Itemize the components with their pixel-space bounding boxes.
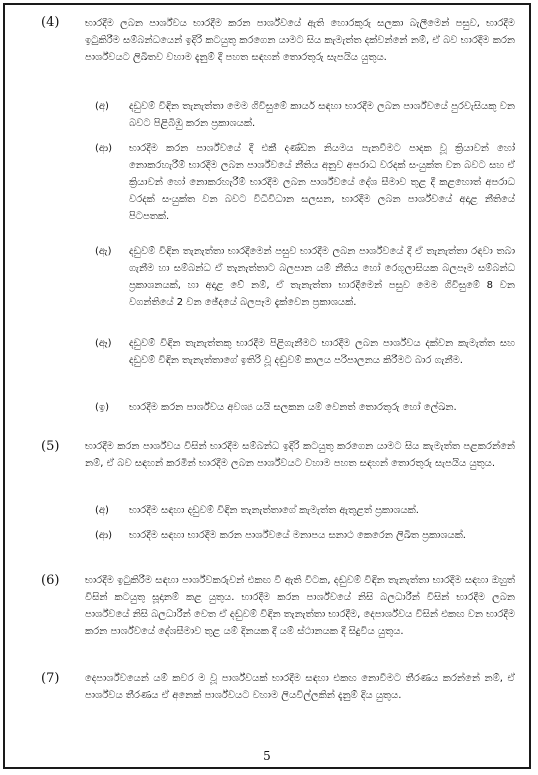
page-number: 5 [263,749,271,763]
document-page [3,3,531,769]
paragraph: භාරදීම ලබන පාර්ශ්වය භාරදීම කරන පාර්ශ්වයේ ඇති හොරකුරු සලකා බැලීමෙන් පසුව, භාරදීම ඉටුකිරීම සම්බන්ධයෙන් ඉදිරි කටයුතු කරගෙන යාමට සිය කැමැත්ත දක්වන්නේ නම්, ඒ බව භාරදීම කරන පාර්ශ්වයට ලිඛිතව වහාම දැනුම් දී පහත සඳහන් තොරතුරු සැපයිය යුතුය. [85,18,515,63]
sub-paragraph: භාරදීම කරන පාර්ශ්වයේ දී එකී දණ්ඩන නියමය පැනවීමට පාදක වූ ක්‍රියාවන් හෝ නොකරහැරීම් භාරදීම ලබන පාර්ශ්වයේ නීතිය අනුව අපරාධ වරදක් සංයුක්ත වන බවට සහ ඒ ක්‍රියාවන් හෝ නොකරහැරීම් භාරදීම ලබන පාර්ශ්වයේ දේශ සීමාව තුළ දී කළහොත් අපරාධ වරදක් සංයුක්ත වන බවට විධිවිධාන සලසන, භාරදීම ලබන පාර්ශ්වයේ අදාළ නීතියේ පිටපතක්. [129,143,515,222]
sub-item-label: (ආ) [95,143,113,154]
sub-paragraph: භාරදීම සඳහා භාරදීම කරන පාර්ශ්වයේ මනාපය සනාථ කෙරෙන ලිඛිත ප්‍රකාශයක්. [129,530,466,541]
item-number: (7) [41,671,60,686]
item-number: (4) [41,15,60,30]
sub-item-label: (ඇ) [95,246,112,257]
sub-paragraph: භාරදීම සඳහා දඩුවම් විඳින තැනැත්තාගේ කැමැත්ත ඇතුළත් ප්‍රකාශයක්. [129,505,419,516]
sub-item-label: (ඉ) [95,402,110,413]
sub-item-label: (අ) [95,505,109,516]
item-number: (5) [41,439,60,454]
paragraph: භාරදීම කරන පාර්ශ්වය විසින් භාරදීම සම්බන්ධ ඉදිරි කටයුතු කරගෙන යාමට සිය කැමැත්ත පළකරන්නේ නම්, ඒ බව සඳහන් කරමින් භාරදීම ලබන පාර්ශ්වයට වහාම පහත සඳහන් තොරතුරු සැපයිය යුතුය. [85,441,515,469]
sub-paragraph: දඩුවම් විඳින තැනැත්තා භාරදීමෙන් පසුව භාරදීම ලබන පාර්ශ්වයේ දී ඒ තැනැත්තා රඳවා තබා ගැනීම හා සම්බන්ධ ඒ තැනැත්තාට බලපාන යම් නීතිය හෝ රෙගුලාසියක බලපෑම සම්බන්ධ ප්‍රකාශනයක්, හා අදාළ වේ නම්, ඒ තැනැත්තා භාරදීමෙන් පසුව මෙම ගිවිසුමේ 8 වන වගන්තියේ 2 වන ඡේදයේ බලපෑම දැක්වෙන ප්‍රකාශයක්. [129,246,515,308]
sub-item-label: (ආ) [95,530,113,541]
sub-item-label: (ඈ) [95,338,112,349]
sub-paragraph: දඩුවම් විඳින තැනැත්තකු භාරදීම පිළිගැනීමට භාරදීම ලබන පාර්ශ්වය දක්වන කැමැත්ත සහ දඩුවම් විඳින තැනැත්තාගේ ඉතිරි වූ දඬුවම් කාලය පරිපාලනය කිරීමට බාර ගැනීම. [129,338,515,366]
sub-paragraph: දඩුවම් විඳින තැනැත්තා මෙම ගිවිසුමේ කාර්ය සඳහා භාරදීම ලබන පාර්ශ්වයේ පුරවැසියකු වන බවට පිළිබිඹු කරන ප්‍රකාශයක්. [129,101,515,129]
item-number: (6) [41,573,60,588]
sub-item-label: (අ) [95,101,109,112]
paragraph: දෙපාර්ශ්වයෙන් යම් කවර ම වූ පාර්ශ්වයක් භාරදීම සඳහා එකඟ නොවීමට තීරණය කරන්නේ නම්, ඒ පාර්ශ්වය තීරණය ඒ අනෙක් පාර්ශ්වයට වහාම ලියවිල්ලකින් දැනුම් දිය යුතුය. [85,673,515,701]
paragraph: භාරදීම ඉටුකිරීම සඳහා පාර්ශ්වකරුවන් එකඟ වී ඇති විටක, දඬුවම් විඳින තැනැත්තා භාරදීම සඳහා ඔහුත් විසින් කටයුතු සූදානම් කළ යුතුය. භාරදීම කරන පාර්ශ්වයේ නිසි බලධාරීන් විසින් භාරදීම ලබන පාර්ශ්වයේ නිසි බලධාරීන් වෙත ඒ දඬුවම් විඳින තැනැත්තා භාරදීම, දෙපාර්ශ්වය විසින් එකඟ වන භාරදීම කරන පාර්ශ්වයේ දේශසීමාව තුළ යම් දිනයක දී යම් ස්ථානයක දී සිදුවිය යුතුය. [85,575,516,637]
sub-paragraph: භාරදීම කරන පාර්ශ්වය අවශ්‍ය යයි සලකන යම් වෙනත් තොරතුරු හෝ ලේඛන. [129,402,457,413]
